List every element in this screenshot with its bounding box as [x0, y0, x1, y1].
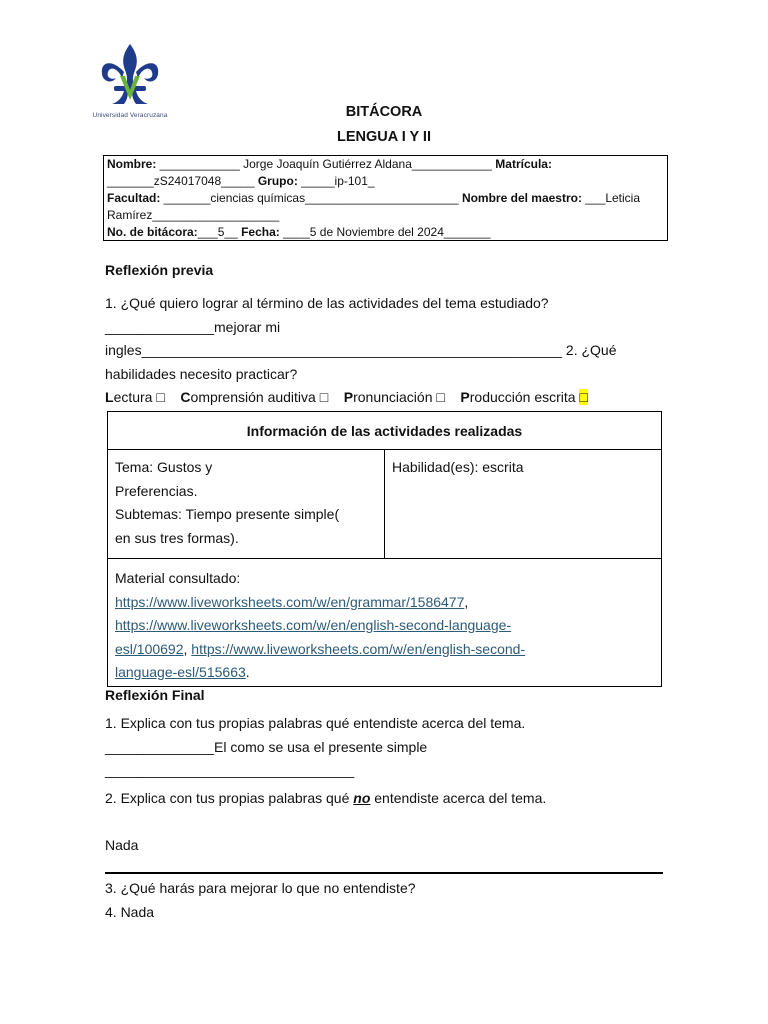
separator: , — [464, 593, 469, 610]
divider-line — [105, 872, 663, 874]
logo-text: Universidad Veracruzana — [92, 112, 168, 119]
final-question-2 — [105, 787, 665, 811]
activities-table-header: Información de las actividades realizadas — [108, 412, 661, 450]
name-line — [107, 156, 664, 173]
material-line-3 — [115, 638, 654, 662]
final-question-3: 3. ¿Qué harás para mejorar lo que no entendiste? — [105, 880, 416, 896]
answer-1: ______________mejorar mi — [105, 318, 281, 335]
question-2: habilidades necesito practicar? — [105, 365, 298, 382]
skill-comprension — [180, 389, 328, 405]
tema-line: Preferencias. — [115, 482, 198, 499]
tema-cell — [108, 450, 385, 559]
bitacora-line — [107, 224, 664, 241]
question-text: entendiste acerca del tema. — [370, 790, 547, 806]
skill-label: omprensión auditiva — [190, 389, 320, 405]
facultad-line — [107, 190, 664, 207]
answer-1-cont: ingles______________________________________________________ 2. ¿Qué — [105, 342, 617, 358]
fecha-label: Fecha: — [241, 225, 280, 239]
skill-label: ronunciación — [353, 389, 437, 405]
skill-initial: L — [105, 389, 114, 405]
period: . — [245, 664, 250, 680]
checkbox-icon[interactable]: □ — [436, 389, 445, 405]
tema-line: en sus tres formas). — [115, 529, 239, 546]
link-grammar[interactable]: https://www.liveworksheets.com/w/en/grammar/1586477 — [115, 593, 465, 610]
matricula-line — [107, 173, 664, 190]
link-esl-100692[interactable]: https://www.liveworksheets.com/w/en/english-second-language- — [115, 617, 512, 633]
final-answer-2: Nada — [105, 837, 139, 853]
maestro-label: Nombre del maestro: — [461, 191, 582, 205]
skill-label: roducción escrita — [469, 389, 580, 405]
question-1: 1. ¿Qué quiero lograr al término de las actividades del tema estudiado? — [105, 295, 549, 311]
maestro-value-cont: Ramírez___________________ — [107, 208, 280, 222]
student-info-box — [103, 155, 668, 241]
skill-initial: P — [343, 389, 354, 405]
skills-list — [105, 386, 665, 410]
document-title: BITÁCORA — [345, 104, 423, 120]
facultad-label: Facultad: — [107, 191, 161, 205]
matricula-value: _______zS24017048_____ — [107, 174, 258, 188]
link-esl-100692-cont[interactable]: esl/100692 — [115, 640, 184, 657]
reflexion-previa-body — [105, 292, 665, 410]
final-answer-1-cont: ________________________________ — [105, 762, 355, 778]
skill-initial: C — [180, 389, 191, 405]
fecha-value: ____5 de Noviembre del 2024_______ — [279, 225, 491, 239]
separator: , — [183, 640, 192, 657]
final-answer-3: 4. Nada — [105, 903, 155, 920]
question-text: 2. Explica con tus propias palabras qué — [105, 790, 354, 806]
emphasis-no: no — [353, 790, 371, 806]
skill-pronunciacion — [344, 389, 445, 405]
maestro-line — [107, 207, 664, 224]
tema-line: Subtemas: Tiempo presente simple( — [115, 506, 340, 522]
skill-lectura — [105, 389, 165, 405]
material-label: Material consultado: — [115, 570, 241, 586]
material-line-2 — [115, 614, 654, 638]
final-question-1: 1. Explica con tus propias palabras qué entendiste acerca del tema. — [105, 715, 526, 731]
bitacora-value: ___5__ — [197, 225, 242, 239]
link-esl-515663[interactable]: https://www.liveworksheets.com/w/en/english-second- — [191, 640, 526, 657]
tema-line: Tema: Gustos y — [115, 459, 213, 475]
final-q1-block — [105, 712, 665, 783]
reflexion-final-heading: Reflexión Final — [105, 687, 205, 703]
skill-label: ectura — [113, 389, 157, 405]
habilidad-text: Habilidad(es): escrita — [392, 459, 524, 475]
name-label: Nombre: — [107, 157, 157, 171]
maestro-value: ___Leticia — [581, 191, 641, 205]
activities-table — [107, 411, 662, 687]
grupo-value: _____ip-101_ — [297, 174, 375, 188]
name-value: ____________ Jorge Joaquín Gutiérrez Aldana____________ — [156, 157, 496, 171]
matricula-label: Matrícula: — [495, 157, 552, 171]
material-line-4 — [115, 661, 654, 685]
habilidad-cell — [385, 450, 661, 559]
checkbox-icon[interactable]: □ — [156, 389, 165, 405]
final-q3-block — [105, 877, 665, 924]
link-esl-515663-cont[interactable]: language-esl/515663 — [115, 664, 246, 680]
material-line-1 — [115, 591, 654, 615]
bitacora-label: No. de bitácora: — [107, 225, 198, 239]
checkbox-icon[interactable]: □ — [319, 389, 329, 405]
reflexion-previa-heading: Reflexión previa — [105, 262, 214, 278]
skill-initial: P — [460, 389, 470, 405]
material-cell — [108, 559, 661, 686]
facultad-value: _______ciencias químicas_______________________ — [160, 191, 462, 205]
grupo-label: Grupo: — [257, 174, 298, 188]
universidad-veracruzana-logo-icon — [84, 42, 176, 112]
final-answer-1: ______________El como se usa el presente simple — [105, 738, 428, 755]
document-subtitle: LENGUA I Y II — [336, 129, 431, 145]
checkbox-icon[interactable]: □ — [579, 389, 588, 405]
skill-produccion — [460, 389, 588, 405]
